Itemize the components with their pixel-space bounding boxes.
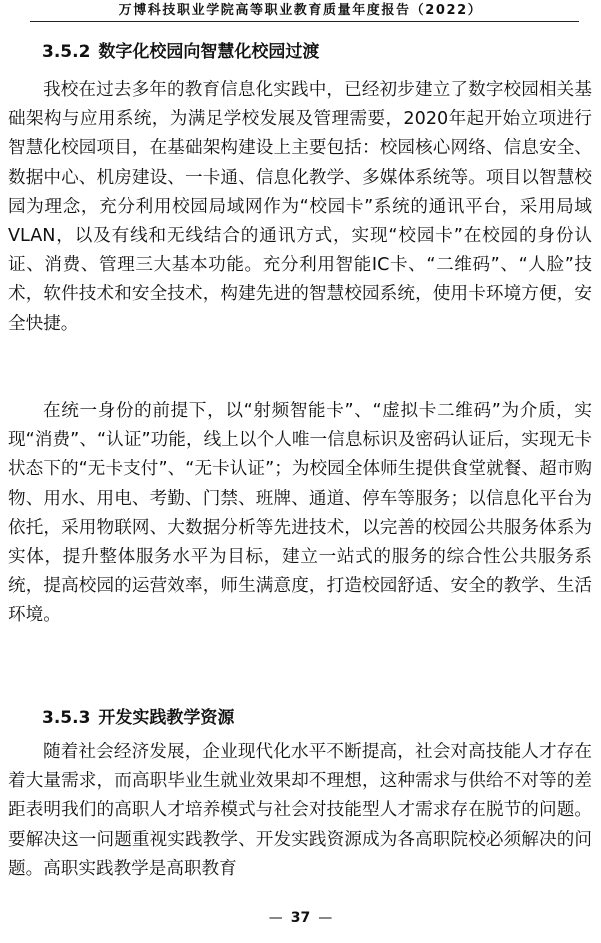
page-number: 37 <box>290 910 311 926</box>
section-number: 3.5.3 <box>42 708 91 728</box>
section-heading-3-5-2 <box>42 42 319 62</box>
paragraph: 随着社会经济发展，企业现代化水平不断提高，社会对高技能人才存在着大量需求，而高职毕业生就业效果却不理想，这种需求与供给不对等的差距表明我们的高职人才培养模式与社会对技能型人才需求存在脱节的问题。要解决这一问题重视实践教学、开发实践资源成为各高职院校必须解决的问题。高职实践教学是高职教育 <box>8 742 592 879</box>
page-header <box>0 0 601 21</box>
footer-dash-right: — <box>318 910 333 926</box>
header-divider <box>30 21 579 22</box>
page-footer <box>0 909 601 927</box>
section-heading-3-5-3 <box>42 708 234 728</box>
section-title: 开发实践教学资源 <box>98 708 235 728</box>
paragraph: 在统一身份的前提下，以“射频智能卡”、“虚拟卡二维码”为介质，实现“消费”、“认证”功能，线上以个人唯一信息标识及密码认证后，实现无卡状态下的“无卡支付”、“无卡认证”；为校园全体师生提供食堂就餐、超市购物、用水、用电、考勤、门禁、班牌、通道、停车等服务；以信息化平台为依托，采用物联网、大数据分析等先进技术，以完善的校园公共服务体系为实体，提升整体服务水平为目标，建立一站式的服务的综合性公共服务系统，提高校园的运营效率，师生满意度，打造校园舒适、安全的教学、生活环境。 <box>8 401 592 626</box>
report-title: 万博科技职业学院高等职业教育质量年度报告（2022） <box>118 3 483 18</box>
section-title: 数字化校园向智慧化校园过渡 <box>98 42 320 62</box>
paragraph: 我校在过去多年的教育信息化实践中，已经初步建立了数字校园相关基础架构与应用系统，为满足学校发展及管理需要，2020年起开始立项进行智慧化校园项目，在基础架构建设上主要包括：校园核心网络、信息安全、数据中心、机房建设、一卡通、信息化教学、多媒体系统等。项目以智慧校园为理念，充分利用校园局域网作为“校园卡”系统的通讯平台，采用局域VLAN，以及有线和无线结合的通讯方式，实现“校园卡”在校园的身份认证、消费、管理三大基本功能。充分利用智能IC卡、“二维码”、“人脸”技术，软件技术和安全技术，构建先进的智慧校园系统，使用卡环境方便，安全快捷。 <box>8 80 592 334</box>
section-number: 3.5.2 <box>42 42 91 62</box>
footer-dash-left: — <box>268 910 283 926</box>
